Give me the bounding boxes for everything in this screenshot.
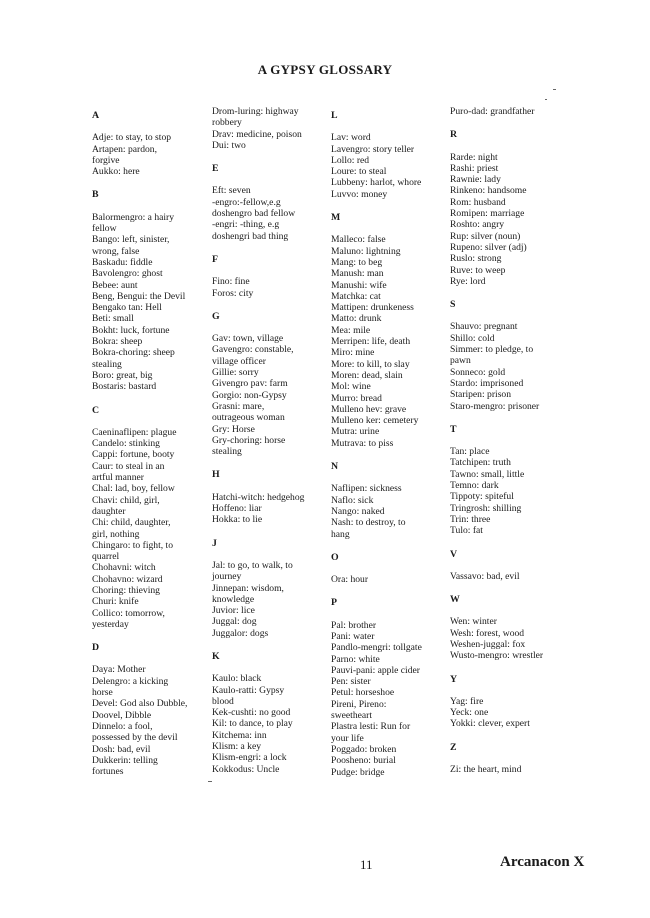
glossary-column-1 (92, 106, 210, 777)
glossary-entry: Kil: to dance, to play (212, 718, 293, 730)
glossary-entry: Mang: to beg (331, 256, 383, 268)
glossary-entry: Hatchi-witch: hedgehog (212, 491, 305, 503)
section-letter-heading: Z (450, 741, 457, 753)
glossary-entry: Kek-cushti: no good (212, 707, 291, 719)
glossary-entry: Gry: Horse (212, 423, 255, 435)
glossary-entry: stealing (212, 446, 242, 458)
glossary-entry: Staripen: prison (450, 389, 512, 401)
glossary-entry: -engri: -thing, e.g (212, 219, 280, 231)
glossary-entry: Mutrava: to piss (331, 437, 394, 449)
glossary-entry: girl, nothing (92, 528, 140, 540)
publication-name: Arcanacon X (500, 854, 585, 870)
glossary-entry: Rashi: priest (450, 162, 499, 174)
glossary-column-3 (331, 106, 449, 778)
glossary-entry: Boro: great, big (92, 369, 153, 381)
glossary-entry: Mutra: urine (331, 426, 380, 438)
glossary-entry: Shillo: cold (450, 332, 495, 344)
glossary-entry: Bavolengro: ghost (92, 268, 163, 280)
glossary-entry: Bokra: sheep (92, 336, 143, 348)
glossary-entry: possessed by the devil (92, 732, 178, 744)
glossary-entry: Roshto: angry (450, 219, 505, 231)
section-letter-heading: H (212, 469, 220, 481)
glossary-entry: Eft: seven (212, 185, 251, 197)
glossary-entry: Juggalor: dogs (212, 627, 269, 639)
glossary-entry: Malleco: false (331, 234, 386, 246)
glossary-entry: Gorgio: non-Gypsy (212, 389, 287, 401)
glossary-entry: Lav: word (331, 132, 371, 144)
glossary-entry: Matto: drunk (331, 313, 382, 325)
glossary-entry: Mea: mile (331, 324, 371, 336)
glossary-entry: Naflo: sick (331, 494, 374, 506)
glossary-entry: Pandlo-mengri: tollgate (331, 642, 422, 654)
glossary-entry: Baskadu: fiddle (92, 256, 153, 268)
glossary-entry: Tringrosh: shilling (450, 502, 522, 514)
glossary-entry: Gavengro: constable, (212, 344, 294, 356)
glossary-entry: hang (331, 528, 350, 540)
glossary-entry: Wen: winter (450, 616, 497, 628)
glossary-entry: Candelo: stinking (92, 438, 160, 450)
glossary-entry: Naflipen: sickness (331, 483, 402, 495)
glossary-entry: Rom: husband (450, 196, 506, 208)
glossary-entry: Jal: to go, to walk, to (212, 559, 293, 571)
glossary-column-2 (212, 106, 330, 775)
glossary-entry: Chohavni: witch (92, 562, 156, 574)
glossary-entry: Mattipen: drunkeness (331, 302, 414, 314)
glossary-entry: Bango: left, sinister, (92, 234, 170, 246)
glossary-entry: Gry-choring: horse (212, 434, 286, 446)
glossary-entry: forgive (92, 154, 120, 166)
glossary-entry: Drav: medicine, poison (212, 128, 302, 140)
glossary-entry: Luvvo: money (331, 188, 388, 200)
glossary-entry: Staro-mengro: prisoner (450, 400, 540, 412)
glossary-entry: quarrel (92, 551, 120, 563)
glossary-entry: Beti: small (92, 313, 134, 325)
section-letter-heading: R (450, 129, 458, 141)
glossary-entry: Lollo: red (331, 154, 370, 166)
glossary-entry: yesterday (92, 618, 129, 630)
glossary-entry: Chingaro: to fight, to (92, 539, 174, 551)
glossary-entry: Dosh: bad, evil (92, 743, 151, 755)
glossary-entry: Mol: wine (331, 381, 371, 393)
glossary-entry: robbery (212, 117, 242, 129)
glossary-entry: Dinnelo: a fool, (92, 720, 153, 732)
glossary-entry: Beng, Bengui: the Devil (92, 290, 186, 302)
section-letter-heading: D (92, 642, 100, 654)
glossary-entry: fortunes (92, 766, 124, 778)
glossary-entry: Tatchipen: truth (450, 457, 511, 469)
section-letter-heading: M (331, 212, 341, 224)
glossary-entry: fellow (92, 223, 117, 235)
glossary-entry: Klism-engri: a lock (212, 752, 287, 764)
glossary-entry: Bengako tan: Hell (92, 302, 162, 314)
glossary-entry: Cappi: fortune, booty (92, 449, 175, 461)
glossary-entry: knowledge (212, 593, 255, 605)
glossary-entry: Fino: fine (212, 276, 250, 288)
glossary-entry: Puro-dad: grandfather (450, 106, 535, 117)
glossary-entry: Weshen-juggal: fox (450, 638, 526, 650)
glossary-entry: Shauvo: pregnant (450, 321, 518, 333)
glossary-entry: Sonneco: gold (450, 366, 506, 378)
glossary-entry: Parno: white (331, 653, 380, 665)
section-letter-heading: E (212, 163, 219, 175)
glossary-entry: Murro: bread (331, 392, 382, 404)
glossary-entry: stealing (92, 358, 122, 370)
glossary-entry: Kitchema: inn (212, 729, 267, 741)
glossary-entry: Doovel, Dibble (92, 709, 152, 721)
section-letter-heading: C (92, 404, 100, 416)
glossary-entry: horse (92, 687, 113, 699)
section-letter-heading: K (212, 650, 220, 662)
glossary-entry: Gillie: sorry (212, 367, 259, 379)
glossary-entry: Churi: knife (92, 596, 139, 608)
glossary-entry: Chi: child, daughter, (92, 517, 171, 529)
glossary-entry: Hokka: to lie (212, 514, 263, 526)
glossary-entry: Stardo: imprisoned (450, 377, 524, 389)
glossary-entry: Lubbeny: harlot, whore (331, 177, 422, 189)
glossary-entry: Delengro: a kicking (92, 675, 169, 687)
glossary-entry: artful manner (92, 472, 144, 484)
section-letter-heading: O (331, 551, 339, 563)
glossary-entry: Nash: to destroy, to (331, 517, 406, 529)
glossary-entry: Tan: place (450, 446, 490, 458)
glossary-entry: doshengri bad thing (212, 230, 289, 242)
section-letter-heading: J (212, 537, 217, 549)
glossary-entry: outrageous woman (212, 412, 285, 424)
glossary-entry: Pudge: bridge (331, 766, 385, 778)
glossary-entry: Rinkeno: handsome (450, 185, 527, 197)
glossary-entry: Tippoty: spiteful (450, 491, 514, 503)
glossary-entry: Aukko: here (92, 166, 140, 178)
glossary-entry: Chohavno: wizard (92, 573, 163, 585)
glossary-entry: Bokra-choring: sheep (92, 347, 175, 359)
glossary-entry: Adje: to stay, to stop (92, 132, 172, 144)
glossary-entry: Pireni, Pireno: (331, 698, 387, 710)
glossary-entry: Moren: dead, slain (331, 369, 403, 381)
glossary-entry: Wusto-mengro: wrestler (450, 650, 544, 662)
section-letter-heading: P (331, 597, 337, 609)
glossary-entry: Zi: the heart, mind (450, 764, 522, 776)
glossary-entry: Juvior: lice (212, 605, 255, 617)
glossary-entry: Matchka: cat (331, 290, 381, 302)
glossary-entry: Rup: silver (noun) (450, 230, 521, 242)
glossary-entry: Chal: lad, boy, fellow (92, 483, 175, 495)
section-letter-heading: L (331, 110, 338, 121)
print-speck (553, 89, 556, 90)
glossary-entry: Simmer: to pledge, to (450, 344, 534, 356)
glossary-entry: Tawno: small, little (450, 468, 525, 480)
glossary-entry: your life (331, 732, 364, 744)
glossary-entry: Mulleno hev: grave (331, 403, 407, 415)
section-letter-heading: T (450, 423, 457, 435)
glossary-entry: Kaulo: black (212, 673, 262, 685)
glossary-entry: Yeck: one (450, 707, 489, 719)
glossary-entry: Dukkerin: telling (92, 754, 158, 766)
section-letter-heading: Y (450, 673, 458, 685)
glossary-entry: Jinnepan: wisdom, (212, 582, 284, 594)
glossary-entry: journey (212, 571, 242, 583)
glossary-entry: Hoffeno: liar (212, 503, 262, 515)
glossary-entry: sweetheart (331, 710, 373, 722)
glossary-entry: Daya: Mother (92, 664, 146, 676)
glossary-entry: Vassavo: bad, evil (450, 570, 520, 582)
glossary-entry: pawn (450, 355, 471, 367)
glossary-entry: Yag: fire (450, 695, 484, 707)
glossary-entry: Nango: naked (331, 505, 385, 517)
glossary-entry: Rawnie: lady (450, 174, 501, 186)
glossary-entry: Givengro pav: farm (212, 378, 288, 390)
glossary-entry: Caeninaflipen: plague (92, 426, 177, 438)
glossary-entry: Drom-luring: highway (212, 106, 299, 117)
glossary-entry: Plastra lesti: Run for (331, 721, 411, 733)
glossary-entry: Juggal: dog (212, 616, 257, 628)
glossary-column-4 (450, 106, 574, 775)
glossary-entry: Manush: man (331, 268, 384, 280)
page-number: 11 (360, 857, 373, 872)
glossary-entry: Ora: hour (331, 574, 369, 586)
glossary-entry: Chavi: child, girl, (92, 494, 160, 506)
glossary-entry: Merripen: life, death (331, 336, 411, 348)
glossary-entry: Dui: two (212, 139, 246, 151)
glossary-entry: Maluno: lightning (331, 245, 401, 257)
glossary-entry: More: to kill, to slay (331, 358, 410, 370)
glossary-entry: Lavengro: story teller (331, 143, 415, 155)
glossary-entry: Devel: God also Dubble, (92, 698, 188, 710)
glossary-entry: Ruve: to weep (450, 264, 506, 276)
glossary-entry: Collico: tomorrow, (92, 607, 165, 619)
section-letter-heading: B (92, 189, 99, 201)
glossary-entry: Bebee: aunt (92, 279, 138, 291)
print-speck (208, 781, 212, 782)
glossary-entry: Balormengro: a hairy (92, 211, 175, 223)
section-letter-heading: F (212, 253, 218, 265)
section-letter-heading: V (450, 548, 458, 560)
glossary-entry: Foros: city (212, 287, 254, 299)
glossary-entry: Bostaris: bastard (92, 381, 157, 393)
glossary-entry: Rupeno: silver (adj) (450, 241, 527, 253)
glossary-entry: Romipen: marriage (450, 208, 525, 220)
glossary-entry: blood (212, 695, 234, 707)
glossary-entry: Pal: brother (331, 619, 377, 631)
glossary-entry: Klism: a key (212, 741, 262, 753)
glossary-entry: Pauvi-pani: apple cider (331, 664, 420, 676)
glossary-entry: Bokht: luck, fortune (92, 324, 170, 336)
glossary-entry: Trin: three (450, 513, 491, 525)
glossary-entry: Temno: dark (450, 480, 499, 492)
glossary-entry: Choring: thieving (92, 584, 160, 596)
glossary-entry: Grasni: mare, (212, 400, 265, 412)
glossary-entry: Yokki: clever, expert (450, 718, 530, 730)
glossary-entry: Ruslo: strong (450, 253, 502, 265)
glossary-entry: Miro: mine (331, 347, 375, 359)
glossary-entry: Caur: to steal in an (92, 460, 165, 472)
glossary-entry: Kokkodus: Uncle (212, 763, 280, 775)
print-speck (545, 99, 547, 100)
glossary-entry: Poosheno: burial (331, 755, 396, 767)
glossary-entry: Rye: lord (450, 275, 486, 287)
glossary-entry: daughter (92, 505, 126, 517)
glossary-entry: Wesh: forest, wood (450, 627, 525, 639)
glossary-entry: Kaulo-ratti: Gypsy (212, 684, 285, 696)
glossary-entry: Tulo: fat (450, 525, 483, 537)
glossary-entry: Manushi: wife (331, 279, 387, 291)
glossary-entry: Pen: sister (331, 676, 371, 688)
glossary-entry: village officer (212, 355, 266, 367)
glossary-entry: doshengro bad fellow (212, 208, 296, 220)
glossary-entry: Pani: water (331, 630, 375, 642)
section-letter-heading: S (450, 299, 456, 311)
glossary-entry: Mulleno ker: cemetery (331, 415, 419, 427)
section-letter-heading: W (450, 594, 460, 606)
glossary-entry: Petul: horseshoe (331, 687, 395, 699)
glossary-entry: -engro:-fellow,e.g (212, 196, 281, 208)
page-title: A GYPSY GLOSSARY (257, 62, 393, 77)
glossary-entry: Poggado: broken (331, 743, 397, 755)
section-letter-heading: N (331, 461, 339, 473)
section-letter-heading: G (212, 310, 220, 322)
section-letter-heading: A (92, 110, 100, 121)
glossary-entry: wrong, false (92, 245, 140, 257)
glossary-entry: Rarde: night (450, 151, 498, 163)
glossary-entry: Artapen: pardon, (92, 143, 158, 155)
glossary-entry: Loure: to steal (331, 166, 387, 178)
glossary-entry: Gav: town, village (212, 333, 284, 345)
